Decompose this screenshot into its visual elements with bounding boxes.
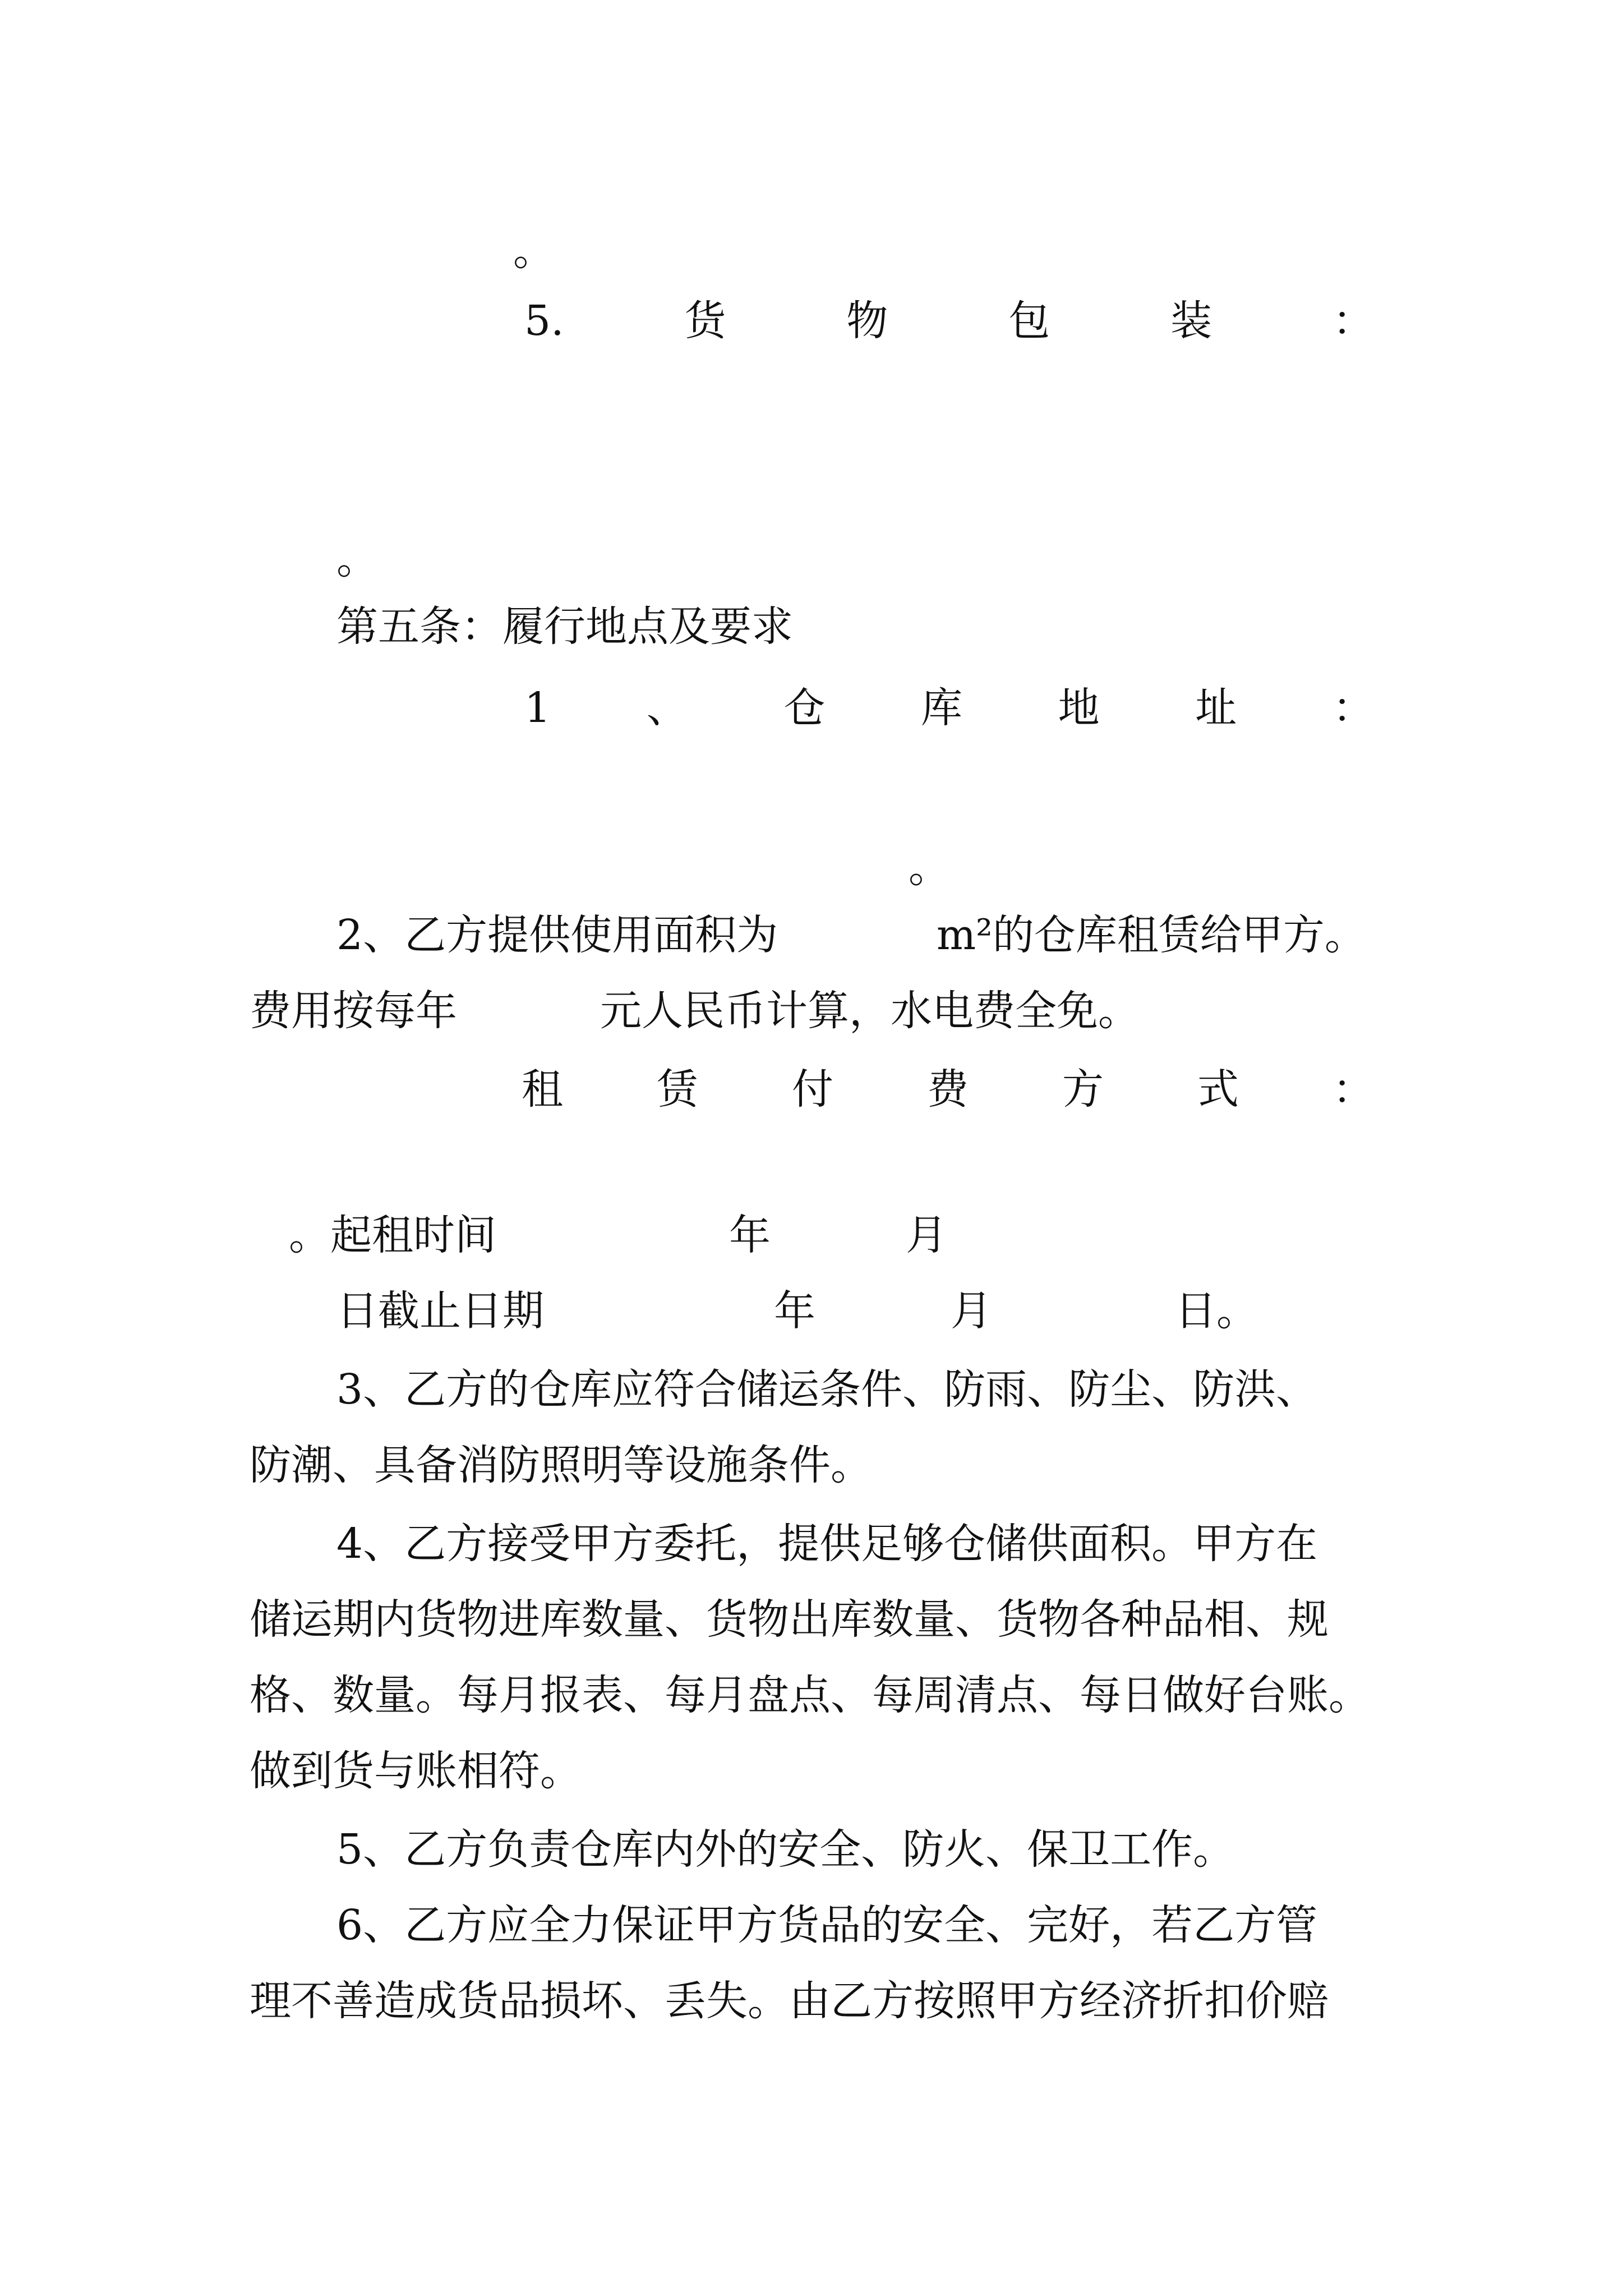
text-line-fee-part1: 费用按每年 [250,987,457,1035]
text-line-3: 。 [336,535,378,583]
text-line-area-part2: m²的仓库租赁给甲方。 [937,911,1366,959]
paragraph-4-line-3: 格、数量。每月报表、每月盘点、每周清点、每日做好台账。 [250,1671,1370,1719]
text-line-6: 。 [909,844,950,892]
paragraph-4-line-1: 4、乙方接受甲方委托，提供足够仓储供面积。甲方在 [336,1520,1318,1568]
text-line-end-month: 月 [951,1287,992,1335]
paragraph-4-line-2: 储运期内货物进库数量、货物出库数量、货物各种品相、规 [250,1595,1329,1644]
text-line-end-day: 日。 [1175,1287,1258,1335]
text-line-fee-part2: 元人民币计算，水电费全免。 [600,987,1140,1035]
paragraph-6-line-2: 理不善造成货品损坏、丢失。由乙方按照甲方经济折扣价赔 [250,1977,1329,2025]
text-line-start-date: 。起租时间 [289,1211,496,1259]
paragraph-3-line-1: 3、乙方的仓库应符合储运条件、防雨、防尘、防洪、 [336,1365,1318,1414]
text-line-1: 。 [513,227,555,275]
section-heading: 第五条：履行地点及要求 [336,602,793,651]
paragraph-3-line-2: 防潮、具备消防照明等设施条件。 [250,1441,872,1489]
text-line-payment-method: 租 赁 付 费 方 式 ： [522,1065,1374,1114]
text-line-start-year: 年 [729,1211,771,1259]
paragraph-6-line-1: 6、乙方应全力保证甲方货品的安全、完好，若乙方管 [336,1901,1318,1949]
text-line-area-part1: 2、乙方提供使用面积为 [336,911,778,959]
paragraph-4-line-4: 做到货与账相符。 [250,1747,582,1795]
text-line-goods-packaging: 5. 货 物 包 装 ： [524,297,1374,345]
text-line-warehouse-address: 1 、 仓 库 地 址 ： [524,684,1374,732]
text-line-end-year: 年 [774,1287,815,1335]
text-line-end-date: 日截止日期 [336,1287,544,1335]
paragraph-5-line-1: 5、乙方负责仓库内外的安全、防火、保卫工作。 [336,1825,1235,1874]
text-line-start-month: 月 [906,1211,947,1259]
